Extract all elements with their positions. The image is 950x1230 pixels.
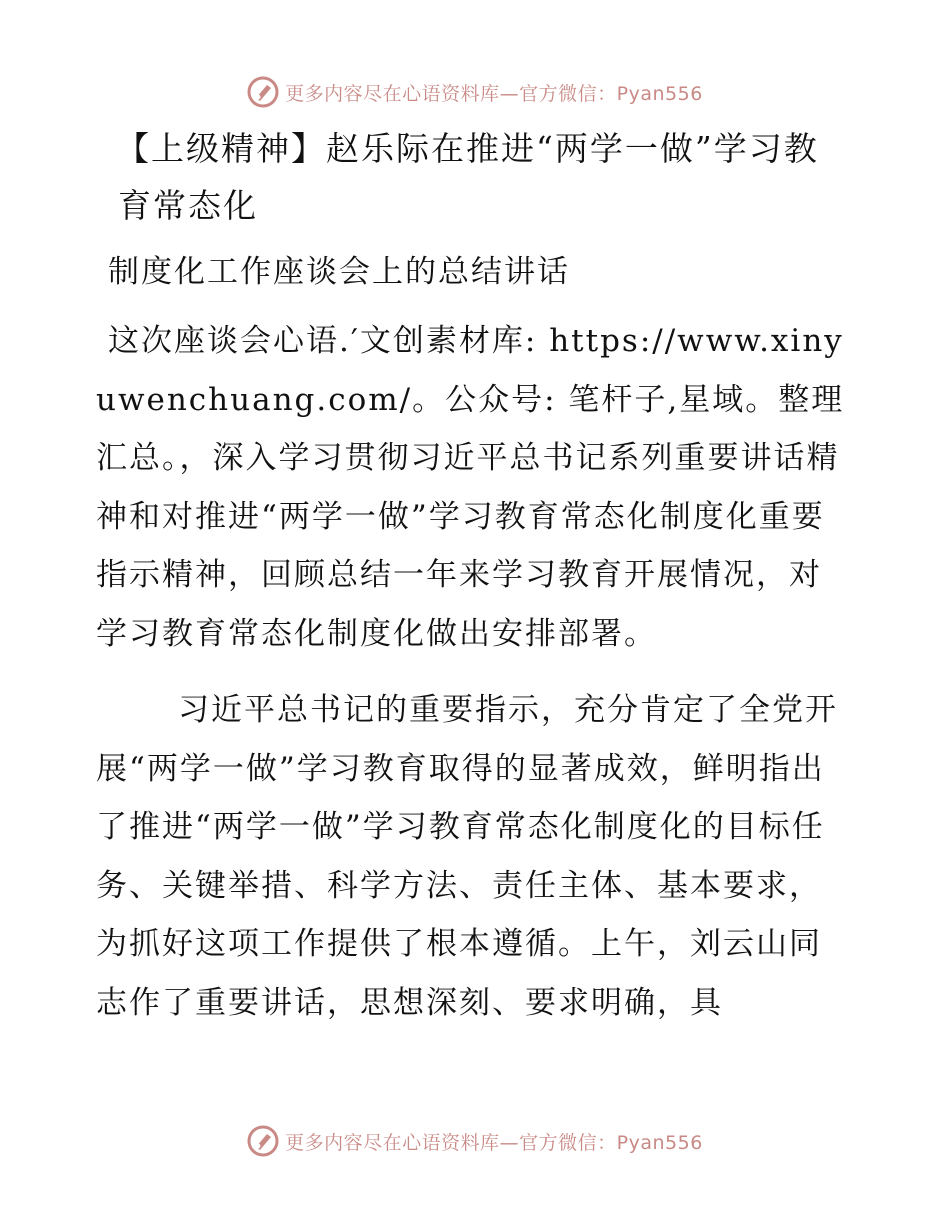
- watermark-wechat-id: Pyan556: [616, 82, 703, 105]
- paragraph-intro: 这次座谈会心语.′文创素材库: https://www.xinyuwenchuang.com/。公众号: 笔杆子,星域。整理汇总。，深入学习贯彻习近平总书记系列重要讲话精神和对推进“两学一做”学习教育常态化制度化重要指示精神，回顾总结一年来学习教育开展情况，对学习教育常态化制度化做出安排部署。: [96, 323, 845, 652]
- logo-icon: [247, 1125, 279, 1157]
- watermark-wechat-id: Pyan556: [616, 1131, 703, 1154]
- document-body: [96, 120, 848, 1032]
- logo-icon: [247, 76, 279, 108]
- paragraph-body: 习近平总书记的重要指示，充分肯定了全党开展“两学一做”学习教育取得的显著成效，鲜明指出了推进“两学一做”学习教育常态化制度化的目标任务、关键举措、科学方法、责任主体、基本要求，为抓好这项工作提供了根本遵循。上午，刘云山同志作了重要讲话，思想深刻、要求明确，具: [96, 692, 838, 1021]
- document-title: 【上级精神】赵乐际在推进“两学一做”学习教育常态化: [116, 129, 819, 225]
- document-subtitle: 制度化工作座谈会上的总结讲话: [108, 254, 570, 290]
- footer-watermark: [0, 1121, 950, 1161]
- watermark-text: 更多内容尽在心语资料库—官方微信：Pyan556: [285, 1131, 703, 1154]
- header-watermark: [0, 72, 950, 112]
- watermark-text: 更多内容尽在心语资料库—官方微信：Pyan556: [285, 82, 703, 105]
